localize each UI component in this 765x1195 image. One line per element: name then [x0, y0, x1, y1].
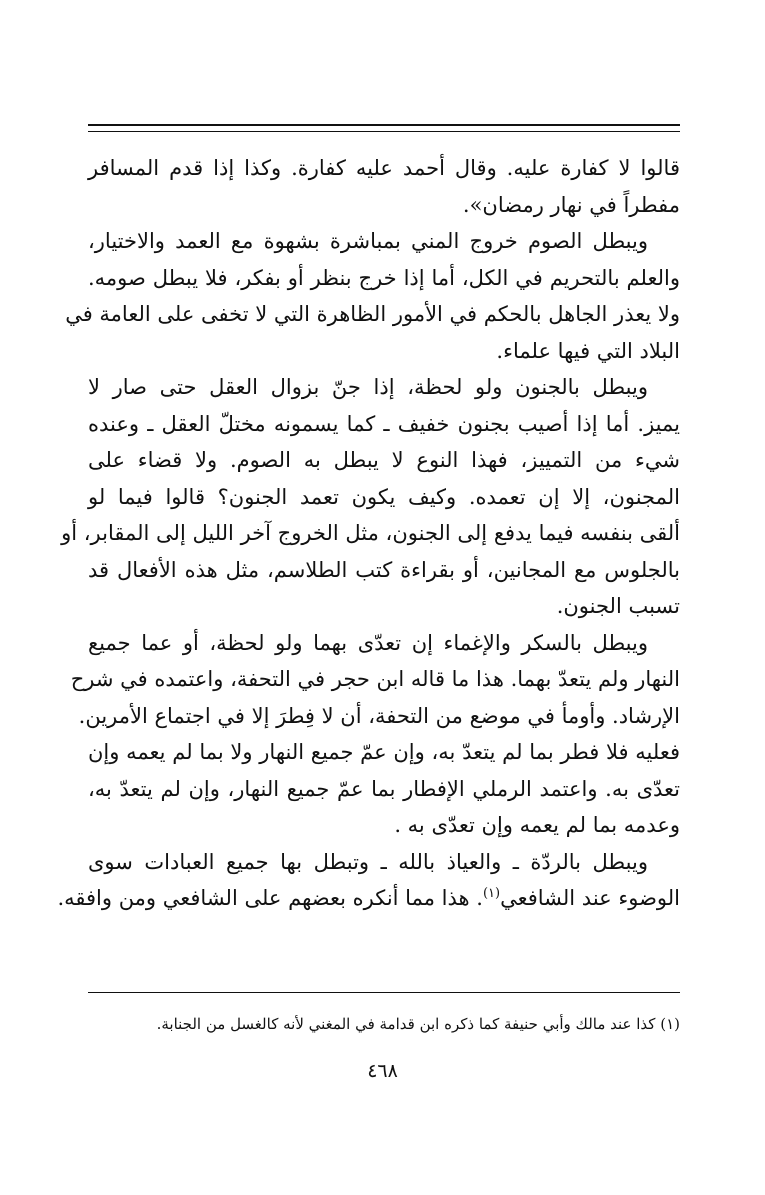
page-number: ٤٦٨	[367, 1060, 398, 1082]
text-line: البلاد التي فيها علماء.	[496, 338, 680, 363]
text-line: ولا يعذر الجاهل بالحكم في الأمور الظاهرة التي لا تخفى على العامة في	[65, 302, 680, 326]
text-line: ألقى بنفسه فيما يدفع إلى الجنون، مثل الخروج آخر الليل إلى المقابر، أو	[61, 521, 680, 545]
text-line: فعليه فلا فطر بما لم يتعدّ به، وإن عمّ جميع النهار ولا بما لم يعمه وإن	[88, 740, 680, 764]
text-line: ويبطل بالردّة ـ والعياذ بالله ـ وتبطل بها جميع العبادات سوى	[88, 849, 648, 874]
footnote-rule	[88, 992, 680, 993]
text-line: ويبطل بالجنون ولو لحظة، إذا جنّ بزوال العقل حتى صار لا	[88, 375, 648, 399]
text-line: يميز. أما إذا أصيب بجنون خفيف ـ كما يسمونه مختلّ العقل ـ وعنده	[88, 411, 680, 436]
text-line-with-footnote	[57, 880, 680, 917]
text-line: بالجلوس مع المجانين، أو بقراءة كتب الطلاسم، مثل هذه الأفعال قد	[88, 557, 680, 582]
text-line: الإرشاد. وأومأ في موضع من التحفة، أن لا فِطرَ إلا في اجتماع الأمرين.	[78, 703, 680, 728]
text-line: تسبب الجنون.	[556, 594, 680, 618]
main-text	[57, 150, 680, 917]
text-fragment: الوضوء عند الشافعي	[500, 886, 680, 910]
header-rule-thick	[88, 124, 680, 126]
text-line: ويبطل الصوم خروج المني بمباشرة بشهوة مع العمد والاختيار،	[88, 229, 648, 253]
text-line: قالوا لا كفارة عليه. وقال أحمد عليه كفارة. وكذا إذا قدم المسافر	[88, 156, 680, 180]
footnote: (١) كذا عند مالك وأبي حنيفة كما ذكره ابن قدامة في المغني لأنه كالغسل من الجنابة.	[156, 1015, 680, 1033]
text-line: وعدمه بما لم يعمه وإن تعدّى به .	[394, 813, 680, 837]
text-line: المجنون، إلا إن تعمده. وكيف يكون تعمد الجنون؟ قالوا فيما لو	[88, 484, 680, 509]
text-line: ويبطل بالسكر والإغماء إن تعدّى بهما ولو لحظة، أو عما جميع	[88, 630, 648, 655]
text-line: والعلم بالتحريم في الكل، أما إذا خرج بنظر أو بفكر، فلا يبطل صومه.	[88, 265, 680, 290]
header-rule-thin	[88, 131, 680, 132]
text-line: تعدّى به. واعتمد الرملي الإفطار بما عمّ جميع النهار، وإن لم يتعدّ به،	[88, 776, 680, 801]
text-line: شيء من التمييز، فهذا النوع لا يبطل به الصوم. ولا قضاء على	[88, 448, 680, 472]
text-fragment: . هذا مما أنكره بعضهم على الشافعي ومن وافقه.	[57, 886, 483, 910]
text-line: النهار ولم يتعدّ بهما. هذا ما قاله ابن حجر في التحفة، واعتمده في شرح	[70, 667, 680, 691]
text-line: مفطراً في نهار رمضان».	[462, 192, 680, 217]
footnote-marker: (١)	[482, 886, 501, 901]
